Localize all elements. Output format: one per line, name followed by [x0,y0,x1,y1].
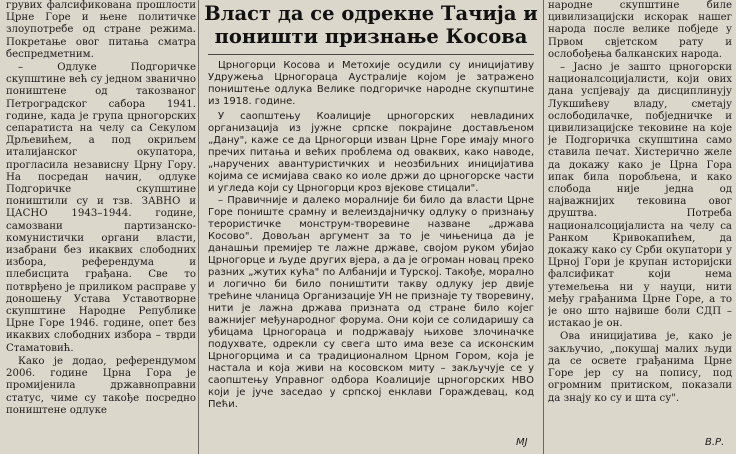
article-lead-text: Црногорци Косова и Метохије осудили су иницијативу Удружења Црногораца Аустралије којом је затражено поништење одлука Велике подгоричке народне скупштине из 1918. године. [208,60,534,107]
main-article [202,0,540,454]
article-paragraph-2: – Правичније и далеко моралније би било да власти Црне Горе пониште срамну и велеиздајничку одлуку о признању терористичке монструм-творевине назване „држава Косово". Довољан аргумент за то је чињеница да је данашњи премијер те лажне државе, својом руком убијао Црногорце и људе других вјера, а да је огроман новац преко разних „жутих кућа" по Албанији и Турској. Такође, морално и логично би било поништити такву одлуку јер двије трећине чланица Организације УН не признаје ту творевину, нити је лажна држава призната од стране било којег важнијег међународног форума. Они који се солидаришу са убицама Црногораца и подржавају њихове злочиначке подухвате, одрекли су свега што има везе са исконским Црногорцима и са традиционалном Црном Гором, која је настала и која живи на косовском миту – закључује се у саопштењу Управног одбора Коалиције црногорских НВО који је јуче заседао у српској енклави Гораждевац, код Пећи. [208,195,534,410]
article-signature: МЈ [516,437,528,448]
left-column [6,0,196,454]
article-headline: Власт да се одрекне Тачија и поништи признање Косова [204,2,538,48]
right-paragraph-2: – Јасно је зашто црногорски националсоцијалисти, који ових дана успјевају да дисциплинују Лукшићеву владу, сметају ослободилачке, побједничке и цивилизацијске тековине на које је Подгоричка скупштина само ставила печат. Хистерично желе да докажу како је Црна Гора ипак била поробљена, и како слобода није једна од најважнијих тековина овог друштва. Потреба националсоцијалиста на челу са Ранком Кривокапићем, да докажу како су Срби окупатори у Црној Гори је крупан историјски фалсификат који нема утемељења ни у науци, нити међу грађанима Црне Горе, а то је оно што највише боли СДП – истакао је он. [548,62,732,330]
article-body [208,111,534,411]
article-lead [208,54,534,108]
right-column [548,0,732,454]
column-rule-left [198,0,199,454]
left-paragraph-2: – Одлуке Подгоричке скупштине већ су једном званично поништене од такозваног Петроградског сабора 1941. године, када је група црногорских сепаратиста на челу са Секулом Дрљевићем, а под окриљем италијанског окупатора, прогласила независну Црну Гору. На посредан начин, одлуке Подгоричке скупштине поништили су и тзв. ЗАВНО и ЦАСНО 1943–1944. године, самозвани партизанско-комунистички органи власти, изабрани без икаквих слободних избора, референдума и плебисцита грађана. Све то потврђено је приликом расправе у доношењу Устава Уставотворне скупштине Народне Републике Црне Горе 1946. године, опет без икаквих слободних избора – тврди Стаматовић. [6,62,196,354]
left-paragraph-3: Како је додао, референдумом 2006. године Црна Гора је промијенила државноправни статус, чиме су такође посредно поништене одлуке [6,355,196,416]
right-paragraph-3: Ова иницијатива је, како је закључио, „покушај малих људи да се освете грађанима Црне Горе јер су на попису, под огромним притиском, показали да знају ко су и шта су". [548,331,732,404]
article-paragraph-1: У саопштењу Коалиције црногорских невладиних организација из јужне српске покрајине достављеном „Дану", каже се да Црногорци изван Црне Горе имају много пречих питања и већих проблема од оваквих, како наводе, „наручених авантуристичких и неозбиљних иницијатива којима се исмијава свако ко иоле држи до црногорске части и угледа који су Црногорци кроз вјекове стицали". [208,111,534,194]
column-rule-right [543,0,544,454]
right-paragraph-1: народне скупштине биле цивилизацијски искорак нашег народа после велике побједе у Првом свјетском рату и ослобођења балканских народа. [548,0,732,60]
right-column-signature: В.Р. [705,437,725,448]
left-paragraph-1: грувих фалсификована прошлости Црне Горе и њене политичке злоупотребе од стране режима. Покретање овог питања сматра беспредметним. [6,0,196,60]
